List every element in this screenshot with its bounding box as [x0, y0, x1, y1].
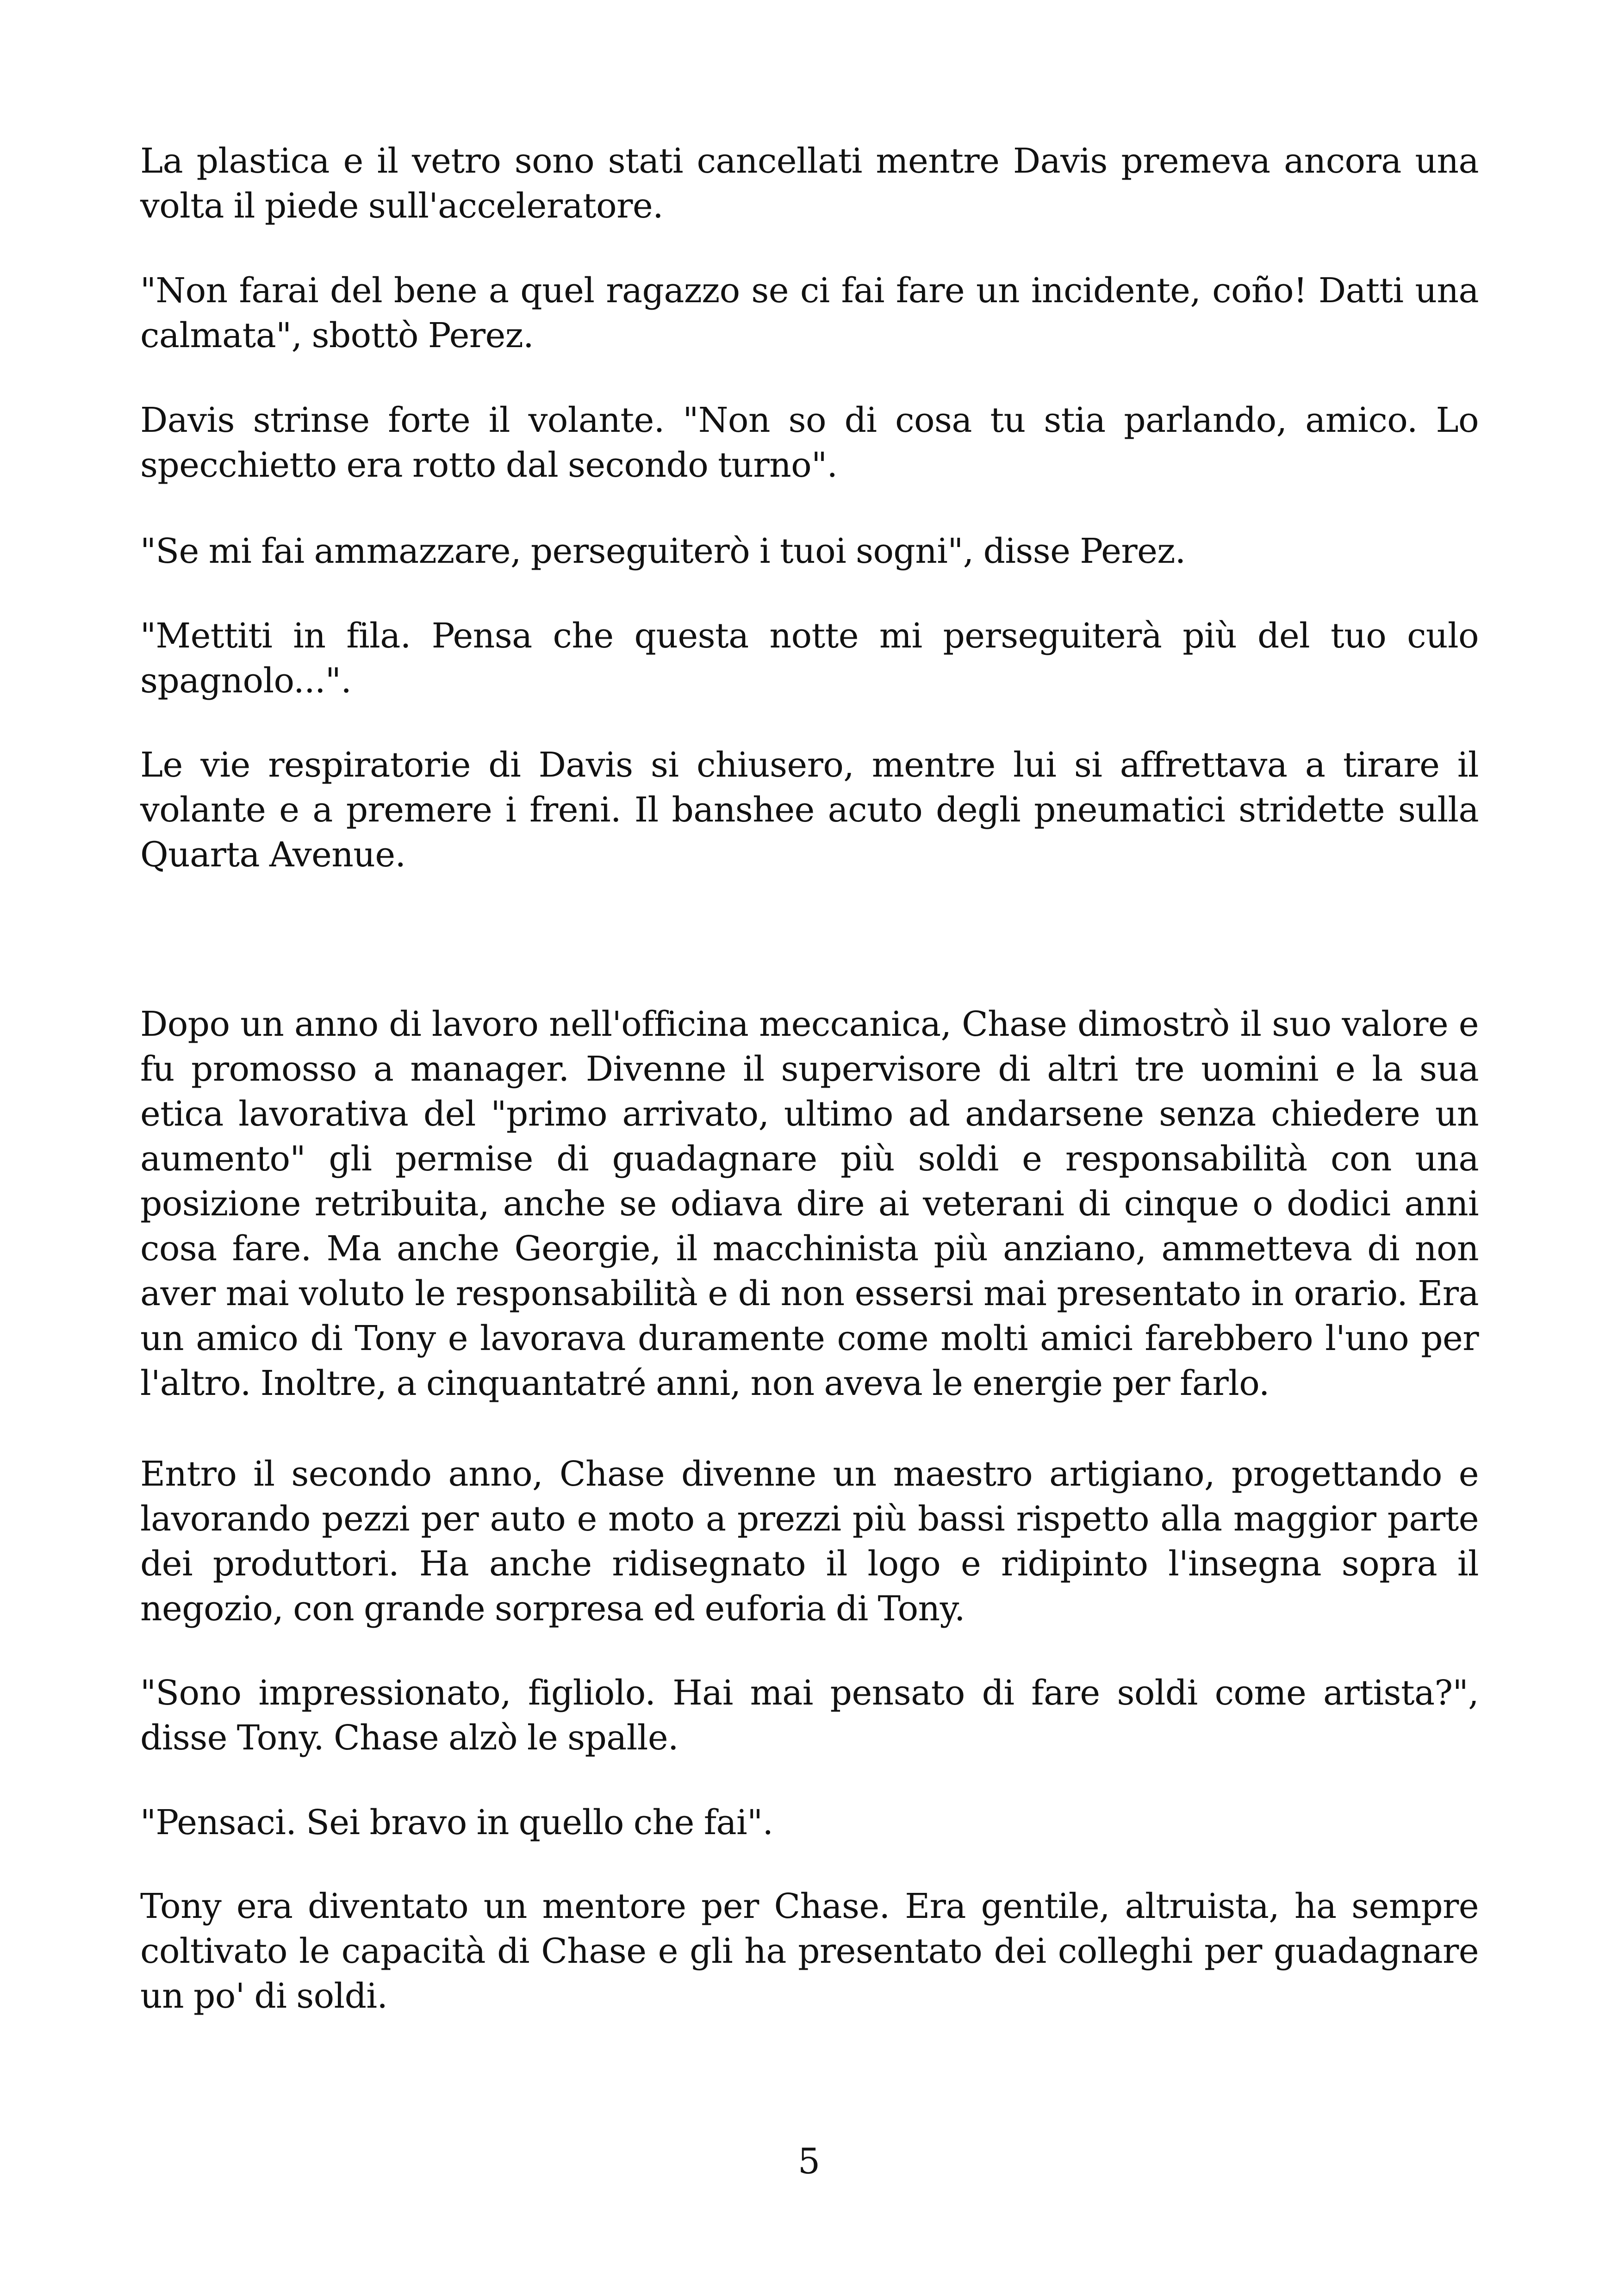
paragraph: "Sono impressionato, figliolo. Hai mai pensato di fare soldi come artista?", disse Tony. Chase alzò le spalle. [140, 1673, 1479, 1758]
page-number: 5 [797, 2140, 821, 2182]
paragraph: "Pensaci. Sei bravo in quello che fai". [140, 1803, 773, 1842]
paragraph: Davis strinse forte il volante. "Non so di cosa tu stia parlando, amico. Lo specchietto era rotto dal secondo turno". [140, 400, 1479, 485]
paragraph: Dopo un anno di lavoro nell'officina meccanica, Chase dimostrò il suo valore e fu promosso a manager. Divenne il supervisore di altri tre uomini e la sua etica lavorativa del "primo arrivato, ultimo ad andarsene senza chiedere un aumento" gli permise di guadagnare più soldi e responsabilità con una posizione retribuita, anche se odiava dire ai veterani di cinque o dodici anni cosa fare. Ma anche Georgie, il macchinista più anziano, ammetteva di non aver mai voluto le responsabilità e di non essersi mai presentato in orario. Era un amico di Tony e lavorava duramente come molti amici farebbero l'uno per l'altro. Inoltre, a cinquantatré anni, non aveva le energie per farlo. [140, 1004, 1479, 1403]
paragraph: La plastica e il vetro sono stati cancellati mentre Davis premeva ancora una volta il piede sull'acceleratore. [140, 141, 1479, 226]
paragraph: "Non farai del bene a quel ragazzo se ci fai fare un incidente, coño! Datti una calmata", sbottò Perez. [140, 271, 1479, 355]
paragraph: "Mettiti in fila. Pensa che questa notte mi perseguiterà più del tuo culo spagnolo...". [140, 616, 1479, 701]
paragraph: Tony era diventato un mentore per Chase. Era gentile, altruista, ha sempre coltivato le capacità di Chase e gli ha presentato dei colleghi per guadagnare un po' di soldi. [140, 1886, 1479, 2016]
paragraph: Entro il secondo anno, Chase divenne un maestro artigiano, progettando e lavorando pezzi per auto e moto a prezzi più bassi rispetto alla maggior parte dei produttori. Ha anche ridisegnato il logo e ridipinto l'insegna sopra il negozio, con grande sorpresa ed euforia di Tony. [140, 1454, 1479, 1629]
paragraph: "Se mi fai ammazzare, perseguiterò i tuoi sogni", disse Perez. [140, 531, 1186, 571]
paragraph: Le vie respiratorie di Davis si chiusero, mentre lui si affrettava a tirare il volante e a premere i freni. Il banshee acuto degli pneumatici stridette sulla Quarta Avenue. [140, 745, 1479, 875]
